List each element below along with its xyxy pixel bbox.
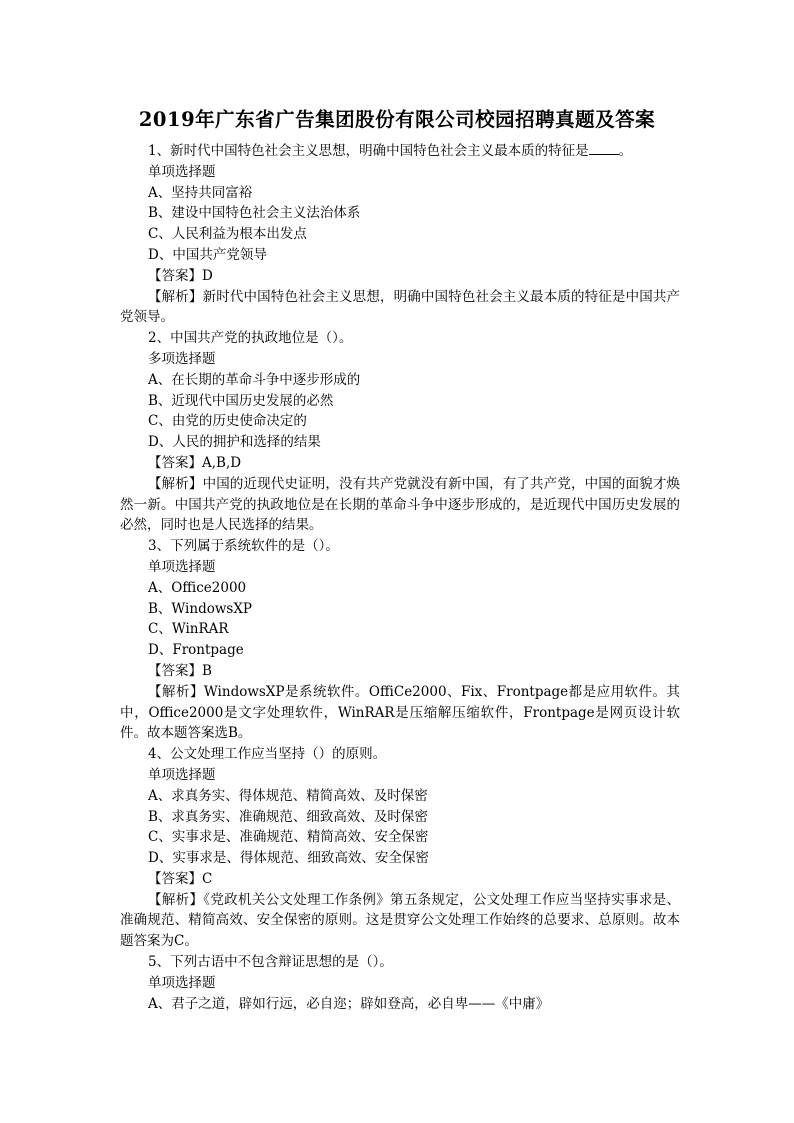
question-type: 单项选择题 xyxy=(148,974,216,991)
option: D、Frontpage xyxy=(148,642,244,659)
option: B、近现代中国历史发展的必然 xyxy=(148,392,334,409)
option: A、在长期的革命斗争中逐步形成的 xyxy=(148,371,361,388)
analysis: 【解析】WindowsXP是系统软件。OffiCe2000、Fix、Frontpage都是应用软件。其中，Office2000是文字处理软件，WinRAR是压缩解压缩软件，Frontpage是网页设计软件。故本题答案选B。 xyxy=(120,683,680,742)
option: C、由党的历史使命决定的 xyxy=(148,413,307,430)
option: A、坚持共同富裕 xyxy=(148,184,253,201)
question-type: 多项选择题 xyxy=(148,350,216,367)
option: B、WindowsXP xyxy=(148,600,253,617)
option: A、求真务实、得体规范、精简高效、及时保密 xyxy=(148,787,428,804)
option: B、建设中国特色社会主义法治体系 xyxy=(148,205,361,222)
answer: 【答案】C xyxy=(148,870,213,887)
option: D、实事求是、得体规范、细致高效、安全保密 xyxy=(148,850,429,867)
question-stem-text: 1、新时代中国特色社会主义思想，明确中国特色社会主义最本质的特征是 xyxy=(148,143,589,159)
analysis: 【解析】《党政机关公文处理工作条例》第五条规定，公文处理工作应当坚持实事求是、准确规范、精简高效、安全保密的原则。这是贯穿公文处理工作始终的总要求、总原则。故本题答案为C。 xyxy=(120,891,680,950)
question-type: 单项选择题 xyxy=(148,766,216,783)
option: C、人民利益为根本出发点 xyxy=(148,226,307,243)
question-type: 单项选择题 xyxy=(148,163,216,180)
question-stem-end: 。 xyxy=(618,143,633,159)
question-stem: 4、公文处理工作应当坚持（）的原则。 xyxy=(148,746,387,763)
option: A、君子之道，辟如行远，必自迩；辟如登高，必自卑——《中庸》 xyxy=(148,995,550,1012)
question-stem: 5、下列古语中不包含辩证思想的是（）。 xyxy=(148,954,393,971)
answer: 【答案】A,B,D xyxy=(148,454,242,471)
analysis: 【解析】中国的近现代史证明，没有共产党就没有新中国，有了共产党，中国的面貌才焕然一新。中国共产党的执政地位是在长期的革命斗争中逐步形成的，是近现代中国历史发展的必然，同时也是人民选择的结果。 xyxy=(120,475,680,534)
option: B、求真务实、准确规范、细致高效、及时保密 xyxy=(148,808,428,825)
question-stem xyxy=(120,141,680,162)
page-title: 2019年广东省广告集团股份有限公司校园招聘真题及答案 xyxy=(138,108,656,131)
question-list xyxy=(120,141,680,1014)
question-stem: 3、下列属于系统软件的是（）。 xyxy=(148,538,339,555)
analysis: 【解析】新时代中国特色社会主义思想，明确中国特色社会主义最本质的特征是中国共产党领导。 xyxy=(120,288,680,326)
option: D、人民的拥护和选择的结果 xyxy=(148,434,321,451)
question-stem: 2、中国共产党的执政地位是（）。 xyxy=(148,330,353,347)
answer-blank xyxy=(589,142,619,155)
answer: 【答案】D xyxy=(148,267,213,284)
option: A、Office2000 xyxy=(148,579,247,596)
option: C、实事求是、准确规范、精简高效、安全保密 xyxy=(148,829,429,846)
answer: 【答案】B xyxy=(148,662,212,679)
question-type: 单项选择题 xyxy=(148,558,216,575)
option: D、中国共产党领导 xyxy=(148,246,267,263)
option: C、WinRAR xyxy=(148,621,229,638)
